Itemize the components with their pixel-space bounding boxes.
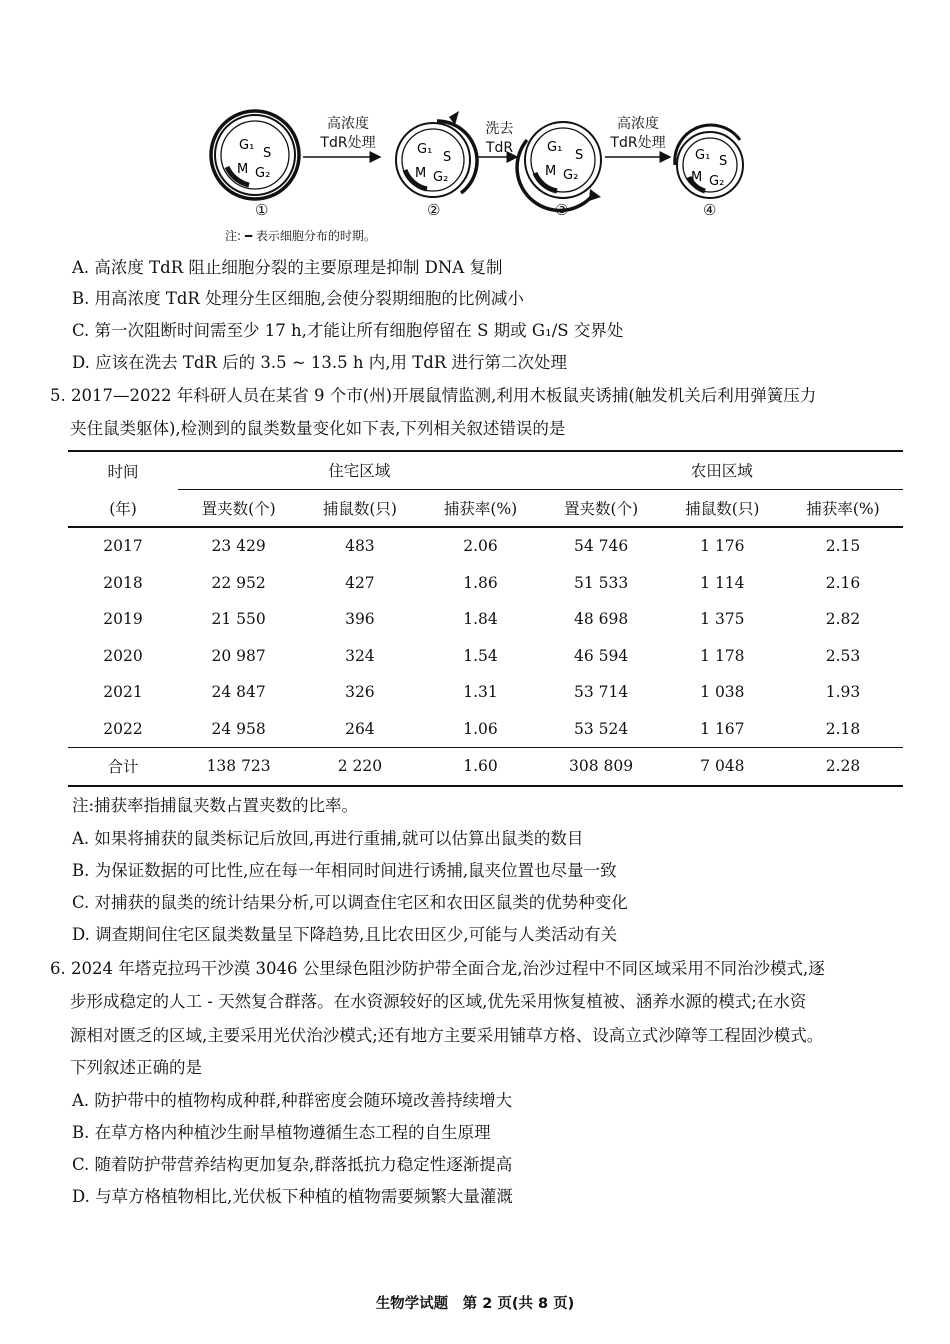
table-cell: 1 038 <box>700 683 745 702</box>
rodent-table <box>68 450 903 787</box>
table-cell: 24 847 <box>211 683 266 702</box>
arrow-2-line1: 洗去 <box>485 121 514 137</box>
q5-option-c: C. 对捕获的鼠类的统计结果分析,可以调查住宅区和农田区鼠类的优势种变化 <box>72 893 628 912</box>
q6-option-b: B. 在草方格内种植沙生耐旱植物遵循生态工程的自生原理 <box>72 1123 491 1142</box>
table-cell: 21 550 <box>211 610 266 629</box>
table-cell: 2018 <box>103 573 143 592</box>
table-row <box>68 601 903 638</box>
cell-cycle-diagram <box>205 105 765 245</box>
label-m: M <box>691 170 703 185</box>
q4-option-c: C. 第一次阻断时间需至少 17 h,才能让所有细胞停留在 S 期或 G₁/S 交界处 <box>72 321 624 340</box>
total-cell: 2.28 <box>783 748 903 786</box>
label-g1: G₁ <box>547 140 563 155</box>
table-cell: 2019 <box>103 610 143 629</box>
total-cell: 138 723 <box>178 748 299 786</box>
q5-option-b: B. 为保证数据的可比性,应在每一年相同时间进行诱捕,鼠夹位置也尽量一致 <box>72 861 617 880</box>
arrow-3-line2: TdR处理 <box>610 135 666 151</box>
table-cell: 20 987 <box>211 646 266 665</box>
q5-option-a: A. 如果将捕获的鼠类标记后放回,再进行重捕,就可以估算出鼠类的数目 <box>72 829 584 848</box>
table-cell: 483 <box>345 537 375 556</box>
sub-header: 捕鼠数(只) <box>662 489 783 527</box>
total-cell: 1.60 <box>421 748 541 786</box>
arrow-3-label <box>603 115 673 153</box>
table-cell: 264 <box>299 711 420 748</box>
sub-header: 捕获率(%) <box>421 489 541 527</box>
table-cell: 1 178 <box>700 646 745 665</box>
table-cell: 2.82 <box>825 610 861 629</box>
label-g1: G₁ <box>417 142 433 157</box>
table-cell: 324 <box>345 646 375 665</box>
table-cell: 1.06 <box>421 711 541 748</box>
table-row <box>68 674 903 711</box>
label-g2: G₂ <box>255 166 271 181</box>
label-m: M <box>545 164 557 179</box>
farmland-header: 农田区域 <box>540 451 903 489</box>
table-cell: 2.53 <box>825 646 861 665</box>
sub-header: 捕鼠数(只) <box>299 489 420 527</box>
q5-stem-line2: 夹住鼠类躯体),检测到的鼠类数量变化如下表,下列相关叙述错误的是 <box>70 419 566 438</box>
table-body <box>68 527 903 748</box>
label-s: S <box>443 150 452 165</box>
table-cell: 2017 <box>103 537 143 556</box>
table-row <box>68 711 903 748</box>
label-g2: G₂ <box>563 168 579 183</box>
table-cell: 51 533 <box>573 573 629 592</box>
arrow-3-line1: 高浓度 <box>617 116 659 132</box>
table-cell: 2021 <box>103 683 143 702</box>
table-cell: 1 176 <box>700 537 745 556</box>
stage-3: ③ <box>555 201 569 219</box>
table-cell: 1 114 <box>700 573 745 592</box>
residential-header: 住宅区域 <box>178 451 540 489</box>
table-cell: 427 <box>345 573 375 592</box>
stage-1: ① <box>255 201 269 219</box>
table-cell: 53 524 <box>540 711 661 748</box>
label-g2: G₂ <box>709 174 725 189</box>
table-cell: 1.93 <box>825 683 861 702</box>
table-cell: 46 594 <box>573 646 629 665</box>
table-cell: 23 429 <box>211 537 266 556</box>
table-cell: 2.06 <box>463 537 498 556</box>
stage-2: ② <box>427 201 441 219</box>
table-cell: 2022 <box>68 711 178 748</box>
table-row <box>68 527 903 565</box>
q4-option-d: D. 应该在洗去 TdR 后的 3.5 ~ 13.5 h 内,用 TdR 进行第二次处理 <box>72 353 567 372</box>
q4-option-a: A. 高浓度 TdR 阻止细胞分裂的主要原理是抑制 DNA 复制 <box>72 258 503 277</box>
table-cell: 2.18 <box>783 711 903 748</box>
total-cell: 308 809 <box>540 748 661 786</box>
q4-option-b: B. 用高浓度 TdR 处理分生区细胞,会使分裂期细胞的比例减小 <box>72 289 524 308</box>
q6-option-a: A. 防护带中的植物构成种群,种群密度会随环境改善持续增大 <box>72 1091 513 1110</box>
q5-option-d: D. 调查期间住宅区鼠类数量呈下降趋势,且比农田区少,可能与人类活动有关 <box>72 925 618 944</box>
q5-stem-line1: 5. 2017—2022 年科研人员在某省 9 个市(州)开展鼠情监测,利用木板鼠夹诱捕(触发机关后利用弹簧压力 <box>50 386 817 405</box>
q6-option-d: D. 与草方格植物相比,光伏板下种植的植物需要频繁大量灌溉 <box>72 1187 513 1206</box>
total-cell: 2 220 <box>299 748 420 786</box>
sub-header: 置夹数(个) <box>540 489 661 527</box>
label-g2: G₂ <box>433 170 449 185</box>
sub-header: 捕获率(%) <box>783 489 903 527</box>
label-m: M <box>237 162 249 177</box>
table-cell: 1.54 <box>463 646 498 665</box>
table-row <box>68 638 903 675</box>
table-cell: 22 952 <box>211 573 266 592</box>
label-s: S <box>575 148 584 163</box>
table-cell: 1.86 <box>463 573 498 592</box>
table-cell: 2.16 <box>825 573 861 592</box>
table-cell: 48 698 <box>573 610 629 629</box>
time-unit-header: (年) <box>68 489 178 527</box>
arrow-1-line1: 高浓度 <box>327 116 369 132</box>
table-total-row <box>68 748 903 786</box>
q5-note: 注:捕获率指捕鼠夹数占置夹数的比率。 <box>72 796 359 815</box>
sub-header: 置夹数(个) <box>178 489 299 527</box>
q6-stem-line1: 6. 2024 年塔克拉玛干沙漠 3046 公里绿色阻沙防护带全面合龙,治沙过程中不同区域采用不同治沙模式,逐 <box>50 959 825 978</box>
label-g1: G₁ <box>695 148 711 163</box>
q6-stem-line3: 源相对匮乏的区域,主要采用光伏治沙模式;还有地方主要采用铺草方格、设高立式沙障等工程固沙模式。 <box>70 1026 824 1045</box>
q6-option-c: C. 随着防护带营养结构更加复杂,群落抵抗力稳定性逐渐提高 <box>72 1155 513 1174</box>
table-cell: 1.84 <box>463 610 498 629</box>
q6-stem-line2: 步形成稳定的人工 - 天然复合群落。在水资源较好的区域,优先采用恢复植被、涵养水源的模式;在水资 <box>70 992 807 1011</box>
table-cell: 326 <box>345 683 375 702</box>
cycle-1 <box>211 111 299 199</box>
total-cell: 合计 <box>68 748 178 786</box>
table-cell: 1 375 <box>700 610 745 629</box>
arrow-1-label <box>313 115 383 153</box>
stage-4: ④ <box>703 201 717 219</box>
cycle-3 <box>517 122 601 210</box>
time-header: 时间 <box>68 451 178 489</box>
table-cell: 2020 <box>103 646 143 665</box>
arrow-1-line2: TdR处理 <box>320 135 376 151</box>
diagram-note: 注: ━ 表示细胞分布的时期。 <box>225 229 376 243</box>
arrow-2-line2: TdR <box>485 140 514 156</box>
table-cell: 54 746 <box>573 537 629 556</box>
arrow-2-label <box>477 120 522 158</box>
table-row <box>68 565 903 602</box>
table-cell: 1 167 <box>662 711 783 748</box>
table-cell: 396 <box>345 610 375 629</box>
label-s: S <box>263 146 272 161</box>
q6-stem-line4: 下列叙述正确的是 <box>70 1058 202 1077</box>
table-cell: 1.31 <box>463 683 498 702</box>
total-cell: 7 048 <box>662 748 783 786</box>
label-g1: G₁ <box>239 138 255 153</box>
table-cell: 2.15 <box>825 537 861 556</box>
page-footer: 生物学试题 第 2 页(共 8 页) <box>375 1296 575 1312</box>
table-cell: 24 958 <box>178 711 299 748</box>
table-cell: 53 714 <box>573 683 629 702</box>
label-m: M <box>415 166 427 181</box>
label-s: S <box>719 154 728 169</box>
